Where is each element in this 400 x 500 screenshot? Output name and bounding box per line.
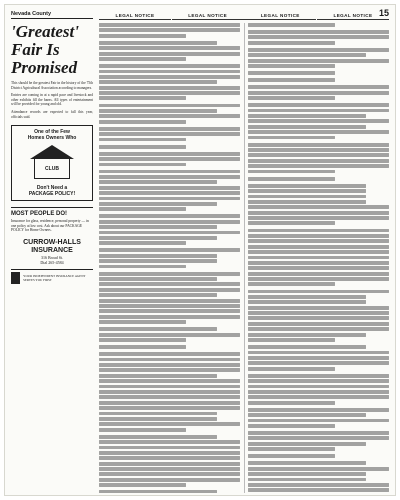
fine-print-line	[99, 57, 186, 61]
fine-print-line	[99, 109, 217, 113]
agency-phone: Dial 265-4584	[40, 259, 64, 265]
fine-print-line	[99, 456, 240, 460]
fine-print-line	[248, 290, 389, 294]
fine-print-line	[99, 288, 240, 292]
fine-print-line	[248, 447, 335, 451]
fine-print-line	[248, 390, 389, 394]
fine-print-line	[248, 177, 335, 181]
fine-print-line	[248, 338, 335, 342]
fine-print-line	[99, 345, 186, 349]
fine-print-line	[248, 322, 389, 326]
newspaper-page	[4, 4, 396, 496]
fine-print-line	[248, 211, 389, 215]
fine-print-line	[99, 254, 217, 258]
fine-print-line	[248, 103, 389, 107]
fine-print-line	[99, 390, 240, 394]
fine-print-line	[99, 467, 240, 471]
fine-print-line	[99, 34, 186, 38]
fine-print-line	[248, 53, 366, 57]
fine-print-line	[248, 239, 389, 243]
fine-print-line	[99, 80, 217, 84]
fine-print-line	[99, 225, 217, 229]
fine-print-line	[99, 248, 240, 252]
fine-print-line	[99, 282, 240, 286]
fine-print-line	[248, 306, 389, 310]
fine-print-line	[248, 59, 389, 63]
fine-print-line	[248, 401, 335, 405]
fine-print-line	[248, 125, 366, 129]
agency-name: CURROW-HALLS INSURANCE	[23, 238, 81, 254]
fine-print-line	[248, 483, 389, 487]
fine-print-line	[99, 277, 217, 281]
fine-print-line	[248, 41, 335, 45]
fine-print-line	[99, 157, 240, 161]
fine-print-line	[99, 104, 240, 108]
fine-print-line	[99, 422, 240, 426]
fine-print-line	[99, 96, 186, 100]
fine-print-line	[248, 367, 335, 371]
fine-print-line	[99, 41, 217, 45]
fine-print-line	[248, 436, 389, 440]
fine-print-line	[99, 231, 240, 235]
fine-print-line	[248, 488, 389, 492]
fine-print-line	[99, 163, 186, 167]
promo-line: Don't Need a	[36, 185, 68, 192]
fine-print-line	[248, 148, 389, 152]
story-paragraph: Entries are coming in at a rapid pace and livestock and other exhibits fill the barns. All types of entertainment will be provided for young and old.	[11, 93, 93, 107]
fine-print-line	[248, 311, 389, 315]
fine-print-line	[99, 175, 240, 179]
fine-print-line	[99, 309, 240, 313]
fine-print-line	[99, 120, 186, 124]
fine-print-line	[248, 295, 366, 299]
fine-print-line	[248, 216, 389, 220]
fine-print-line	[99, 338, 186, 342]
fine-print-line	[248, 164, 389, 168]
fine-print-line	[248, 256, 389, 260]
fine-print-line	[248, 184, 366, 188]
fine-print-line	[99, 428, 186, 432]
fine-print-line	[248, 170, 335, 174]
story-paragraph: Attendance records are expected to fall this year, officials said.	[11, 109, 93, 119]
fine-print-line	[248, 136, 335, 140]
fine-print-line	[99, 259, 217, 263]
fine-print-line	[248, 277, 389, 281]
house-label: CLUB	[34, 159, 70, 179]
fine-print-line	[248, 395, 389, 399]
fine-print-line	[99, 272, 240, 276]
fine-print-line	[99, 406, 240, 410]
fine-print-line	[248, 461, 366, 465]
fine-print-line	[99, 23, 240, 27]
fine-print-line	[99, 327, 217, 331]
fine-print-line	[99, 395, 240, 399]
fine-print-line	[248, 200, 366, 204]
section-title: Nevada County	[11, 11, 93, 19]
fine-print-line	[248, 35, 389, 39]
legal-column	[99, 23, 240, 493]
fine-print-line	[99, 70, 240, 74]
fine-print-line	[99, 138, 186, 142]
legal-notice-heading: LEGAL NOTICE	[317, 13, 389, 20]
fine-print-line	[99, 368, 240, 372]
fine-print-line	[99, 299, 240, 303]
fine-print-line	[248, 272, 389, 276]
fine-print-line	[248, 71, 335, 75]
agent-logo-icon	[11, 272, 20, 284]
fine-print-line	[99, 320, 186, 324]
agent-footer	[11, 269, 93, 284]
fine-print-line	[248, 221, 335, 225]
fine-print-line	[99, 114, 240, 118]
fine-print-line	[99, 293, 217, 297]
fine-print-line	[99, 412, 217, 416]
fine-print-line	[248, 478, 366, 482]
fine-print-line	[248, 356, 389, 360]
sidebar	[11, 11, 93, 284]
fine-print-line	[99, 197, 240, 201]
fine-print-line	[248, 234, 389, 238]
fine-print-line	[248, 424, 335, 428]
fine-print-line	[99, 385, 240, 389]
fine-print-line	[99, 401, 240, 405]
fine-print-line	[248, 153, 389, 157]
fine-print-line	[248, 374, 389, 378]
fine-print-line	[248, 467, 389, 471]
fine-print-line	[99, 440, 240, 444]
fine-print-line	[248, 345, 366, 349]
fine-print-line	[99, 352, 240, 356]
fine-print-line	[99, 152, 240, 156]
fine-print-line	[248, 159, 389, 163]
fine-print-line	[99, 304, 240, 308]
fine-print-line	[99, 91, 240, 95]
fine-print-line	[248, 454, 335, 458]
fine-print-line	[248, 300, 366, 304]
ad-title: MOST PEOPLE DO!	[11, 211, 68, 218]
fine-print-line	[248, 114, 366, 118]
fine-print-line	[99, 170, 240, 174]
fine-print-line	[248, 23, 335, 27]
fine-print-line	[248, 408, 389, 412]
fine-print-line	[99, 52, 240, 56]
fine-print-line	[248, 109, 389, 113]
fine-print-line	[99, 417, 217, 421]
fine-print-line	[248, 143, 389, 147]
fine-print-line	[99, 191, 240, 195]
legal-column	[244, 23, 389, 493]
legal-notice-heading: LEGAL NOTICE	[99, 13, 171, 20]
fine-print-line	[99, 374, 217, 378]
fine-print-line	[248, 30, 389, 34]
fine-print-line	[248, 195, 366, 199]
fine-print-line	[248, 245, 389, 249]
fine-print-line	[248, 85, 389, 89]
fine-print-line	[248, 91, 389, 95]
page-number: 15	[378, 8, 389, 18]
fine-print-line	[99, 145, 186, 149]
fine-print-line	[248, 472, 366, 476]
promo-line: One of the Few	[34, 129, 70, 136]
fine-print-line	[248, 379, 389, 383]
fine-print-line	[99, 220, 240, 224]
house-icon	[30, 145, 74, 181]
legal-notice-header	[99, 13, 389, 20]
fine-print-line	[99, 363, 240, 367]
promo-line: PACKAGE POLICY!	[28, 191, 76, 198]
fine-print-line	[99, 132, 240, 136]
fine-print-line	[99, 446, 240, 450]
story-paragraph: This should be the greatest Fair in the history of the 75th District Agricultural Association according to managers.	[11, 81, 93, 90]
fine-print-line	[99, 64, 240, 68]
fine-print-line	[248, 229, 389, 233]
fine-print-line	[248, 316, 389, 320]
fine-print-line	[99, 358, 240, 362]
fine-print-line	[248, 78, 335, 82]
fine-print-line	[248, 250, 389, 254]
fine-print-line	[99, 127, 240, 131]
legal-notice-heading: LEGAL NOTICE	[172, 13, 244, 20]
footer-note: YOUR INDEPENDENT INSURANCE AGENT SERVES YOU FIRST	[23, 273, 86, 282]
fine-print-line	[99, 472, 240, 476]
fine-print-line	[248, 266, 389, 270]
legal-notice-columns	[99, 23, 389, 493]
legal-notice-heading: LEGAL NOTICE	[244, 13, 316, 20]
fine-print-line	[99, 86, 240, 90]
fine-print-line	[248, 261, 389, 265]
fine-print-line	[248, 333, 366, 337]
fine-print-line	[248, 431, 389, 435]
fine-print-line	[99, 207, 186, 211]
fine-print-line	[99, 478, 240, 482]
fine-print-line	[99, 315, 240, 319]
story-body	[11, 81, 93, 119]
headline: 'Greatest' Fair Is Promised	[11, 22, 79, 77]
fine-print-line	[248, 385, 389, 389]
fine-print-line	[248, 442, 366, 446]
fine-print-line	[99, 333, 240, 337]
fine-print-line	[99, 28, 240, 32]
fine-print-line	[99, 435, 217, 439]
fine-print-line	[248, 327, 389, 331]
agency-address: 316 Broad St.	[40, 254, 64, 260]
fine-print-line	[248, 205, 389, 209]
fine-print-line	[248, 119, 389, 123]
fine-print-line	[99, 483, 186, 487]
fine-print-line	[248, 64, 335, 68]
fine-print-line	[248, 189, 366, 193]
fine-print-line	[99, 462, 240, 466]
fine-print-line	[248, 48, 389, 52]
fine-print-line	[99, 46, 240, 50]
fine-print-line	[99, 186, 240, 190]
promo-box	[11, 125, 93, 201]
fine-print-line	[99, 214, 240, 218]
fine-print-line	[99, 451, 240, 455]
fine-print-line	[99, 180, 217, 184]
fine-print-line	[99, 379, 240, 383]
fine-print-line	[248, 419, 389, 423]
fine-print-line	[248, 96, 335, 100]
fine-print-line	[99, 236, 217, 240]
fine-print-line	[248, 130, 389, 134]
fine-print-line	[248, 351, 389, 355]
fine-print-line	[99, 490, 217, 493]
fine-print-line	[248, 282, 335, 286]
promo-line: Homes Owners Who	[27, 135, 77, 142]
fine-print-line	[248, 361, 389, 365]
fine-print-line	[99, 75, 240, 79]
insurance-ad	[11, 207, 93, 233]
fine-print-line	[99, 202, 217, 206]
fine-print-line	[248, 413, 366, 417]
ad-body: Insurance for glass, residence, personal property — in one policy at low cost. Ask about our PACKAGE POLICY for Home Owners.	[11, 219, 89, 233]
fine-print-line	[99, 265, 186, 269]
fine-print-line	[99, 241, 186, 245]
